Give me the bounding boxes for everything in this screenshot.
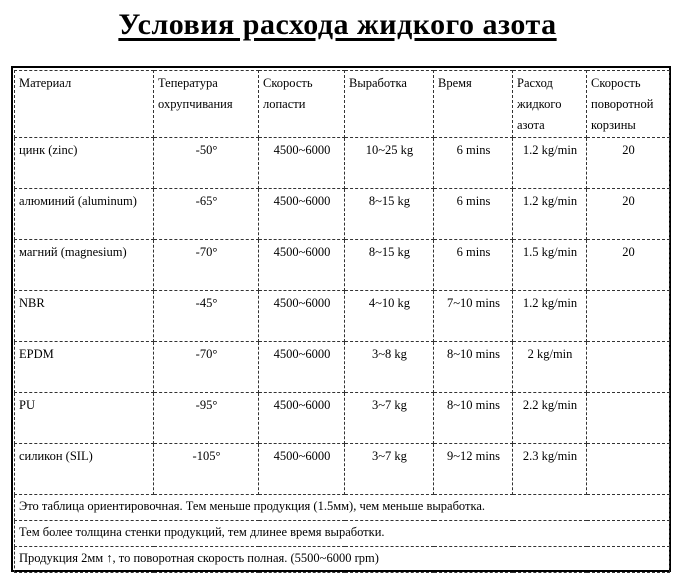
consumption-cell: 1.2 kg/min <box>513 189 587 240</box>
time-cell: 7~10 mins <box>434 291 513 342</box>
time-cell: 6 mins <box>434 240 513 291</box>
output-cell: 3~7 kg <box>345 444 434 495</box>
material-cell: PU <box>15 393 154 444</box>
note-text: Это таблица ориентировочная. Тем меньше продукция (1.5мм), чем меньше выработка. <box>15 495 670 521</box>
temperature-cell: -70° <box>154 240 259 291</box>
blade-speed-cell: 4500~6000 <box>259 291 345 342</box>
header-cell: Скорость лопасти <box>259 71 345 138</box>
material-cell: EPDM <box>15 342 154 393</box>
basket-speed-cell <box>587 444 670 495</box>
basket-speed-cell: 20 <box>587 189 670 240</box>
consumption-cell: 1.2 kg/min <box>513 138 587 189</box>
material-cell: цинк (zinc) <box>15 138 154 189</box>
basket-speed-cell <box>587 393 670 444</box>
blade-speed-cell: 4500~6000 <box>259 342 345 393</box>
time-cell: 9~12 mins <box>434 444 513 495</box>
material-cell: алюминий (aluminum) <box>15 189 154 240</box>
consumption-cell: 2.2 kg/min <box>513 393 587 444</box>
basket-speed-cell <box>587 291 670 342</box>
output-cell: 8~15 kg <box>345 189 434 240</box>
time-cell: 8~10 mins <box>434 393 513 444</box>
header-cell: Время <box>434 71 513 138</box>
time-cell: 6 mins <box>434 138 513 189</box>
consumption-cell: 2 kg/min <box>513 342 587 393</box>
time-cell: 6 mins <box>434 189 513 240</box>
blade-speed-cell: 4500~6000 <box>259 138 345 189</box>
material-cell: силикон (SIL) <box>15 444 154 495</box>
basket-speed-cell <box>587 342 670 393</box>
table-row <box>15 291 670 342</box>
table-row <box>15 444 670 495</box>
consumption-cell: 1.5 kg/min <box>513 240 587 291</box>
time-cell: 8~10 mins <box>434 342 513 393</box>
header-cell: Материал <box>15 71 154 138</box>
page-title: Условия расхода жидкого азота <box>118 8 557 41</box>
note-row <box>15 495 670 521</box>
output-cell: 10~25 kg <box>345 138 434 189</box>
basket-speed-cell: 20 <box>587 138 670 189</box>
basket-speed-cell: 20 <box>587 240 670 291</box>
table-row <box>15 240 670 291</box>
output-cell: 3~7 kg <box>345 393 434 444</box>
material-cell: магний (magnesium) <box>15 240 154 291</box>
note-text: Продукция 2мм ↑, то поворотная скорость полная. (5500~6000 rpm) <box>15 547 670 573</box>
output-cell: 3~8 kg <box>345 342 434 393</box>
header-cell: Расход жидкого азота <box>513 71 587 138</box>
material-cell: NBR <box>15 291 154 342</box>
temperature-cell: -105° <box>154 444 259 495</box>
nitrogen-consumption-table <box>14 70 670 573</box>
note-text: Тем более толщина стенки продукций, тем длинее время выработки. <box>15 521 670 547</box>
header-cell: Выработка <box>345 71 434 138</box>
temperature-cell: -65° <box>154 189 259 240</box>
output-cell: 4~10 kg <box>345 291 434 342</box>
blade-speed-cell: 4500~6000 <box>259 240 345 291</box>
blade-speed-cell: 4500~6000 <box>259 393 345 444</box>
temperature-cell: -45° <box>154 291 259 342</box>
note-row <box>15 547 670 573</box>
table-row <box>15 189 670 240</box>
consumption-cell: 1.2 kg/min <box>513 291 587 342</box>
output-cell: 8~15 kg <box>345 240 434 291</box>
table-row <box>15 138 670 189</box>
blade-speed-cell: 4500~6000 <box>259 189 345 240</box>
temperature-cell: -95° <box>154 393 259 444</box>
header-cell: Тепература охрупчивания <box>154 71 259 138</box>
blade-speed-cell: 4500~6000 <box>259 444 345 495</box>
table-row <box>15 393 670 444</box>
note-row <box>15 521 670 547</box>
consumption-cell: 2.3 kg/min <box>513 444 587 495</box>
header-cell: Скорость поворотной корзины <box>587 71 670 138</box>
table-row <box>15 342 670 393</box>
temperature-cell: -50° <box>154 138 259 189</box>
table-header-row <box>15 71 670 138</box>
temperature-cell: -70° <box>154 342 259 393</box>
